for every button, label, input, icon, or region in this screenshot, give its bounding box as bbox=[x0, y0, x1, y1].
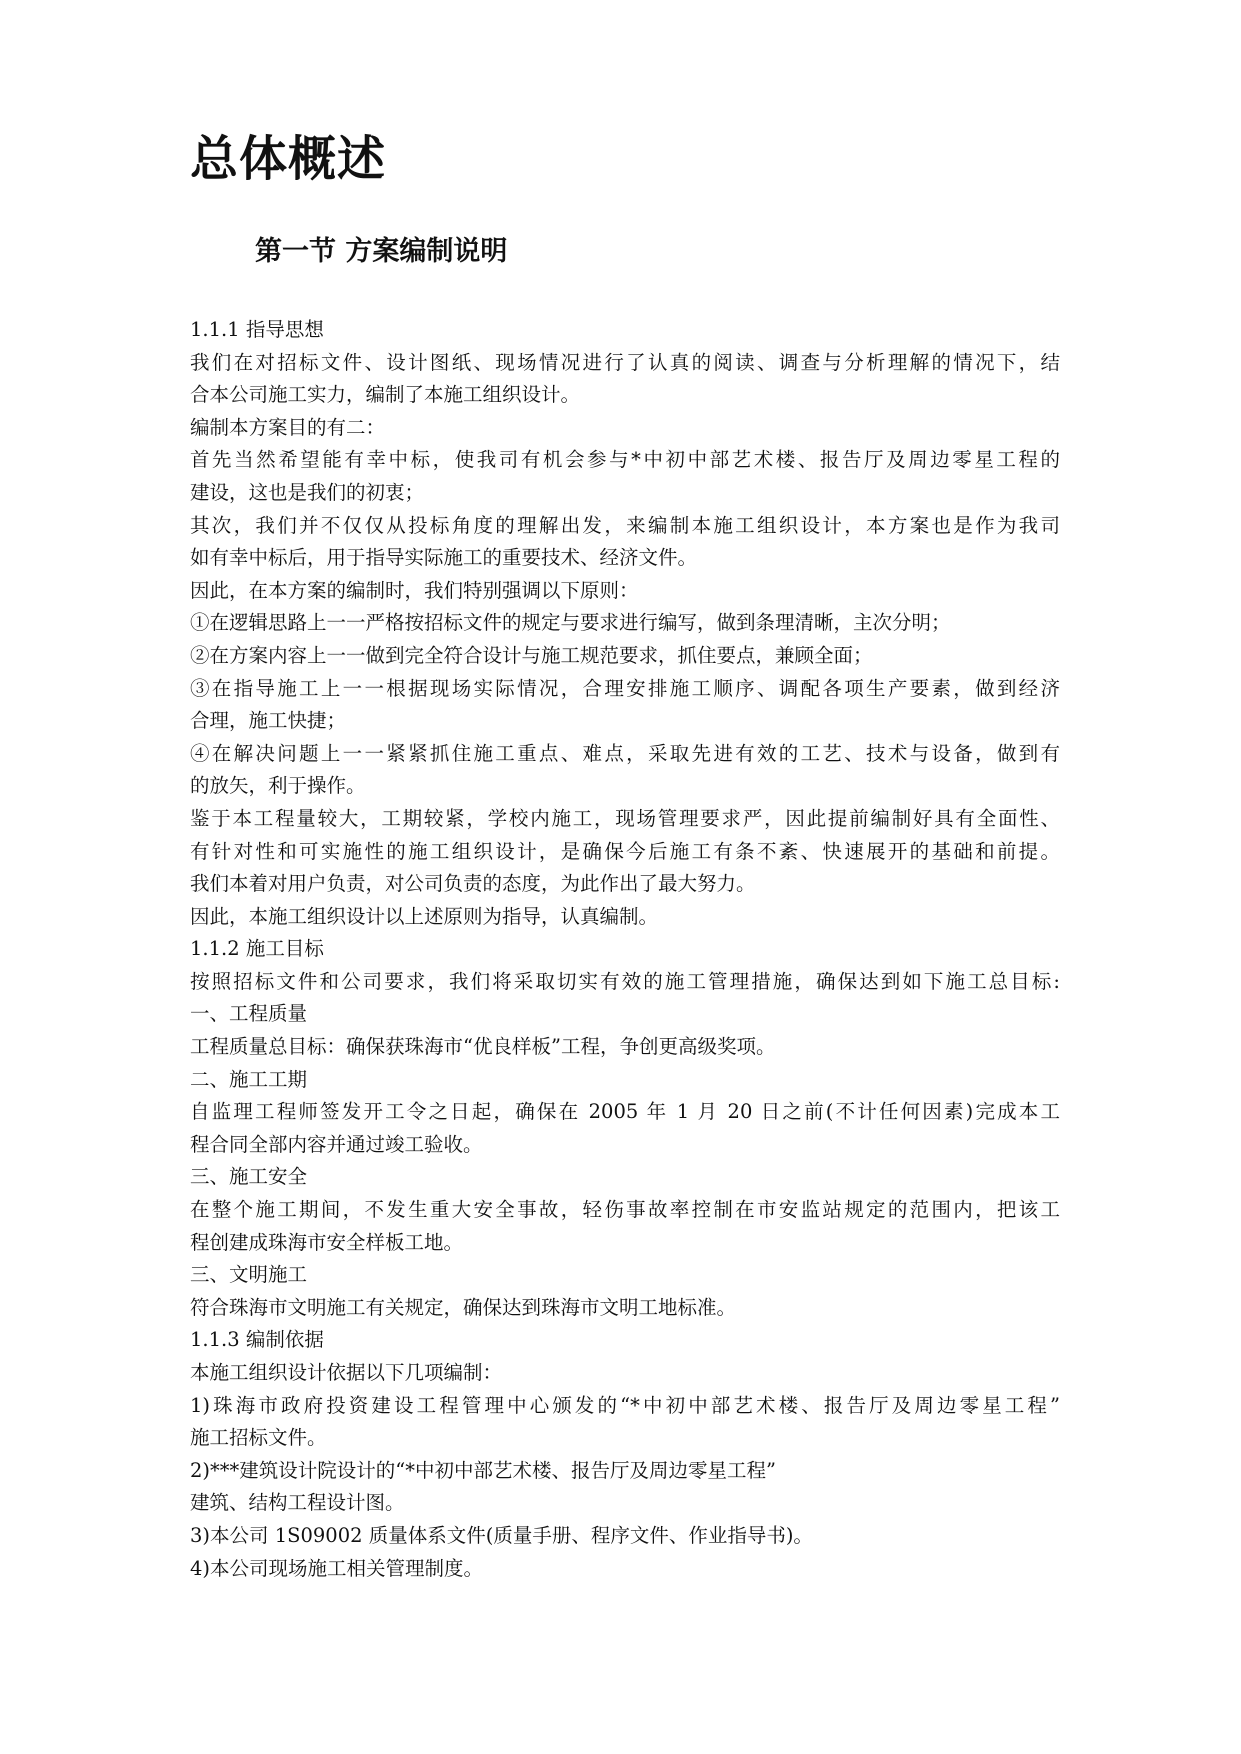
body-line: 我们在对招标文件、设计图纸、现场情况进行了认真的阅读、调查与分析理解的情况下，结 bbox=[190, 350, 1060, 374]
body-line: 在整个施工期间，不发生重大安全事故，轻伤事故率控制在市安监站规定的范围内，把该工 bbox=[190, 1198, 1060, 1222]
body-line: 建筑、结构工程设计图。 bbox=[190, 1491, 405, 1515]
document-body bbox=[190, 314, 1060, 1585]
body-line: 合本公司施工实力，编制了本施工组织设计。 bbox=[190, 383, 581, 407]
body-line: 编制本方案目的有二： bbox=[190, 415, 386, 439]
body-line: 三、施工安全 bbox=[190, 1165, 308, 1189]
body-line: 1.1.1 指导思想 bbox=[190, 318, 324, 341]
body-line: 合理，施工快捷； bbox=[190, 709, 347, 733]
body-line: 的放矢，利于操作。 bbox=[190, 774, 366, 798]
body-line: ③在指导施工上一一根据现场实际情况，合理安排施工顺序、调配各项生产要素，做到经济 bbox=[190, 676, 1060, 700]
body-line: 本施工组织设计依据以下几项编制： bbox=[190, 1361, 503, 1384]
body-line: 因此，在本方案的编制时，我们特别强调以下原则： bbox=[190, 578, 639, 602]
body-line: 其次，我们并不仅仅从投标角度的理解出发，来编制本施工组织设计，本方案也是作为我司 bbox=[190, 513, 1060, 537]
body-line: 1)珠海市政府投资建设工程管理中心颁发的“*中初中部艺术楼、报告厅及周边零星工程” bbox=[190, 1393, 1060, 1417]
body-line: 2)***建筑设计院设计的“*中初中部艺术楼、报告厅及周边零星工程” bbox=[190, 1458, 776, 1482]
body-line: 4)本公司现场施工相关管理制度。 bbox=[190, 1556, 484, 1580]
body-line: 首先当然希望能有幸中标，使我司有机会参与*中初中部艺术楼、报告厅及周边零星工程的 bbox=[190, 448, 1060, 472]
body-line: 施工招标文件。 bbox=[190, 1426, 327, 1450]
body-line: ①在逻辑思路上一一严格按招标文件的规定与要求进行编写，做到条理清晰，主次分明； bbox=[190, 611, 951, 635]
body-line: 程合同全部内容并通过竣工验收。 bbox=[190, 1132, 483, 1156]
body-line: ④在解决问题上一一紧紧抓住施工重点、难点，采取先进有效的工艺、技术与设备，做到有 bbox=[190, 741, 1060, 765]
body-line: 按照招标文件和公司要求，我们将采取切实有效的施工管理措施，确保达到如下施工总目标: bbox=[190, 969, 1060, 993]
body-line: 1.1.2 施工目标 bbox=[190, 937, 324, 961]
body-line: 1.1.3 编制依据 bbox=[190, 1328, 324, 1352]
body-line: 一、工程质量 bbox=[190, 1002, 308, 1026]
body-line: 建设，这也是我们的初衷； bbox=[190, 480, 425, 504]
body-line: 鉴于本工程量较大，工期较紧，学校内施工，现场管理要求严，因此提前编制好具有全面性、 bbox=[190, 806, 1060, 830]
body-line: 自监理工程师签发开工令之日起，确保在 2005 年 1 月 20 日之前(不计任何因素)完成本工 bbox=[190, 1100, 1060, 1124]
body-line: 工程质量总目标：确保获珠海市“优良样板”工程，争创更高级奖项。 bbox=[190, 1035, 776, 1059]
body-line: 程创建成珠海市安全样板工地。 bbox=[190, 1230, 464, 1254]
body-line: 3)本公司 1S09002 质量体系文件(质量手册、程序文件、作业指导书)。 bbox=[190, 1523, 813, 1547]
body-line: 如有幸中标后，用于指导实际施工的重要技术、经济文件。 bbox=[190, 546, 698, 570]
document-title: 总体概述 bbox=[190, 131, 387, 187]
body-line: 有针对性和可实施性的施工组织设计，是确保今后施工有条不紊、快速展开的基础和前提。 bbox=[190, 839, 1060, 863]
body-line: 三、文明施工 bbox=[190, 1263, 308, 1287]
body-line: 我们本着对用户负责，对公司负责的态度，为此作出了最大努力。 bbox=[190, 872, 756, 896]
body-line: ②在方案内容上一一做到完全符合设计与施工规范要求，抓住要点，兼顾全面； bbox=[190, 643, 873, 667]
section-title: 第一节 方案编制说明 bbox=[255, 236, 508, 267]
body-line: 符合珠海市文明施工有关规定，确保达到珠海市文明工地标准。 bbox=[190, 1295, 737, 1319]
body-line: 因此，本施工组织设计以上述原则为指导，认真编制。 bbox=[190, 904, 659, 928]
body-line: 二、施工工期 bbox=[190, 1067, 308, 1091]
